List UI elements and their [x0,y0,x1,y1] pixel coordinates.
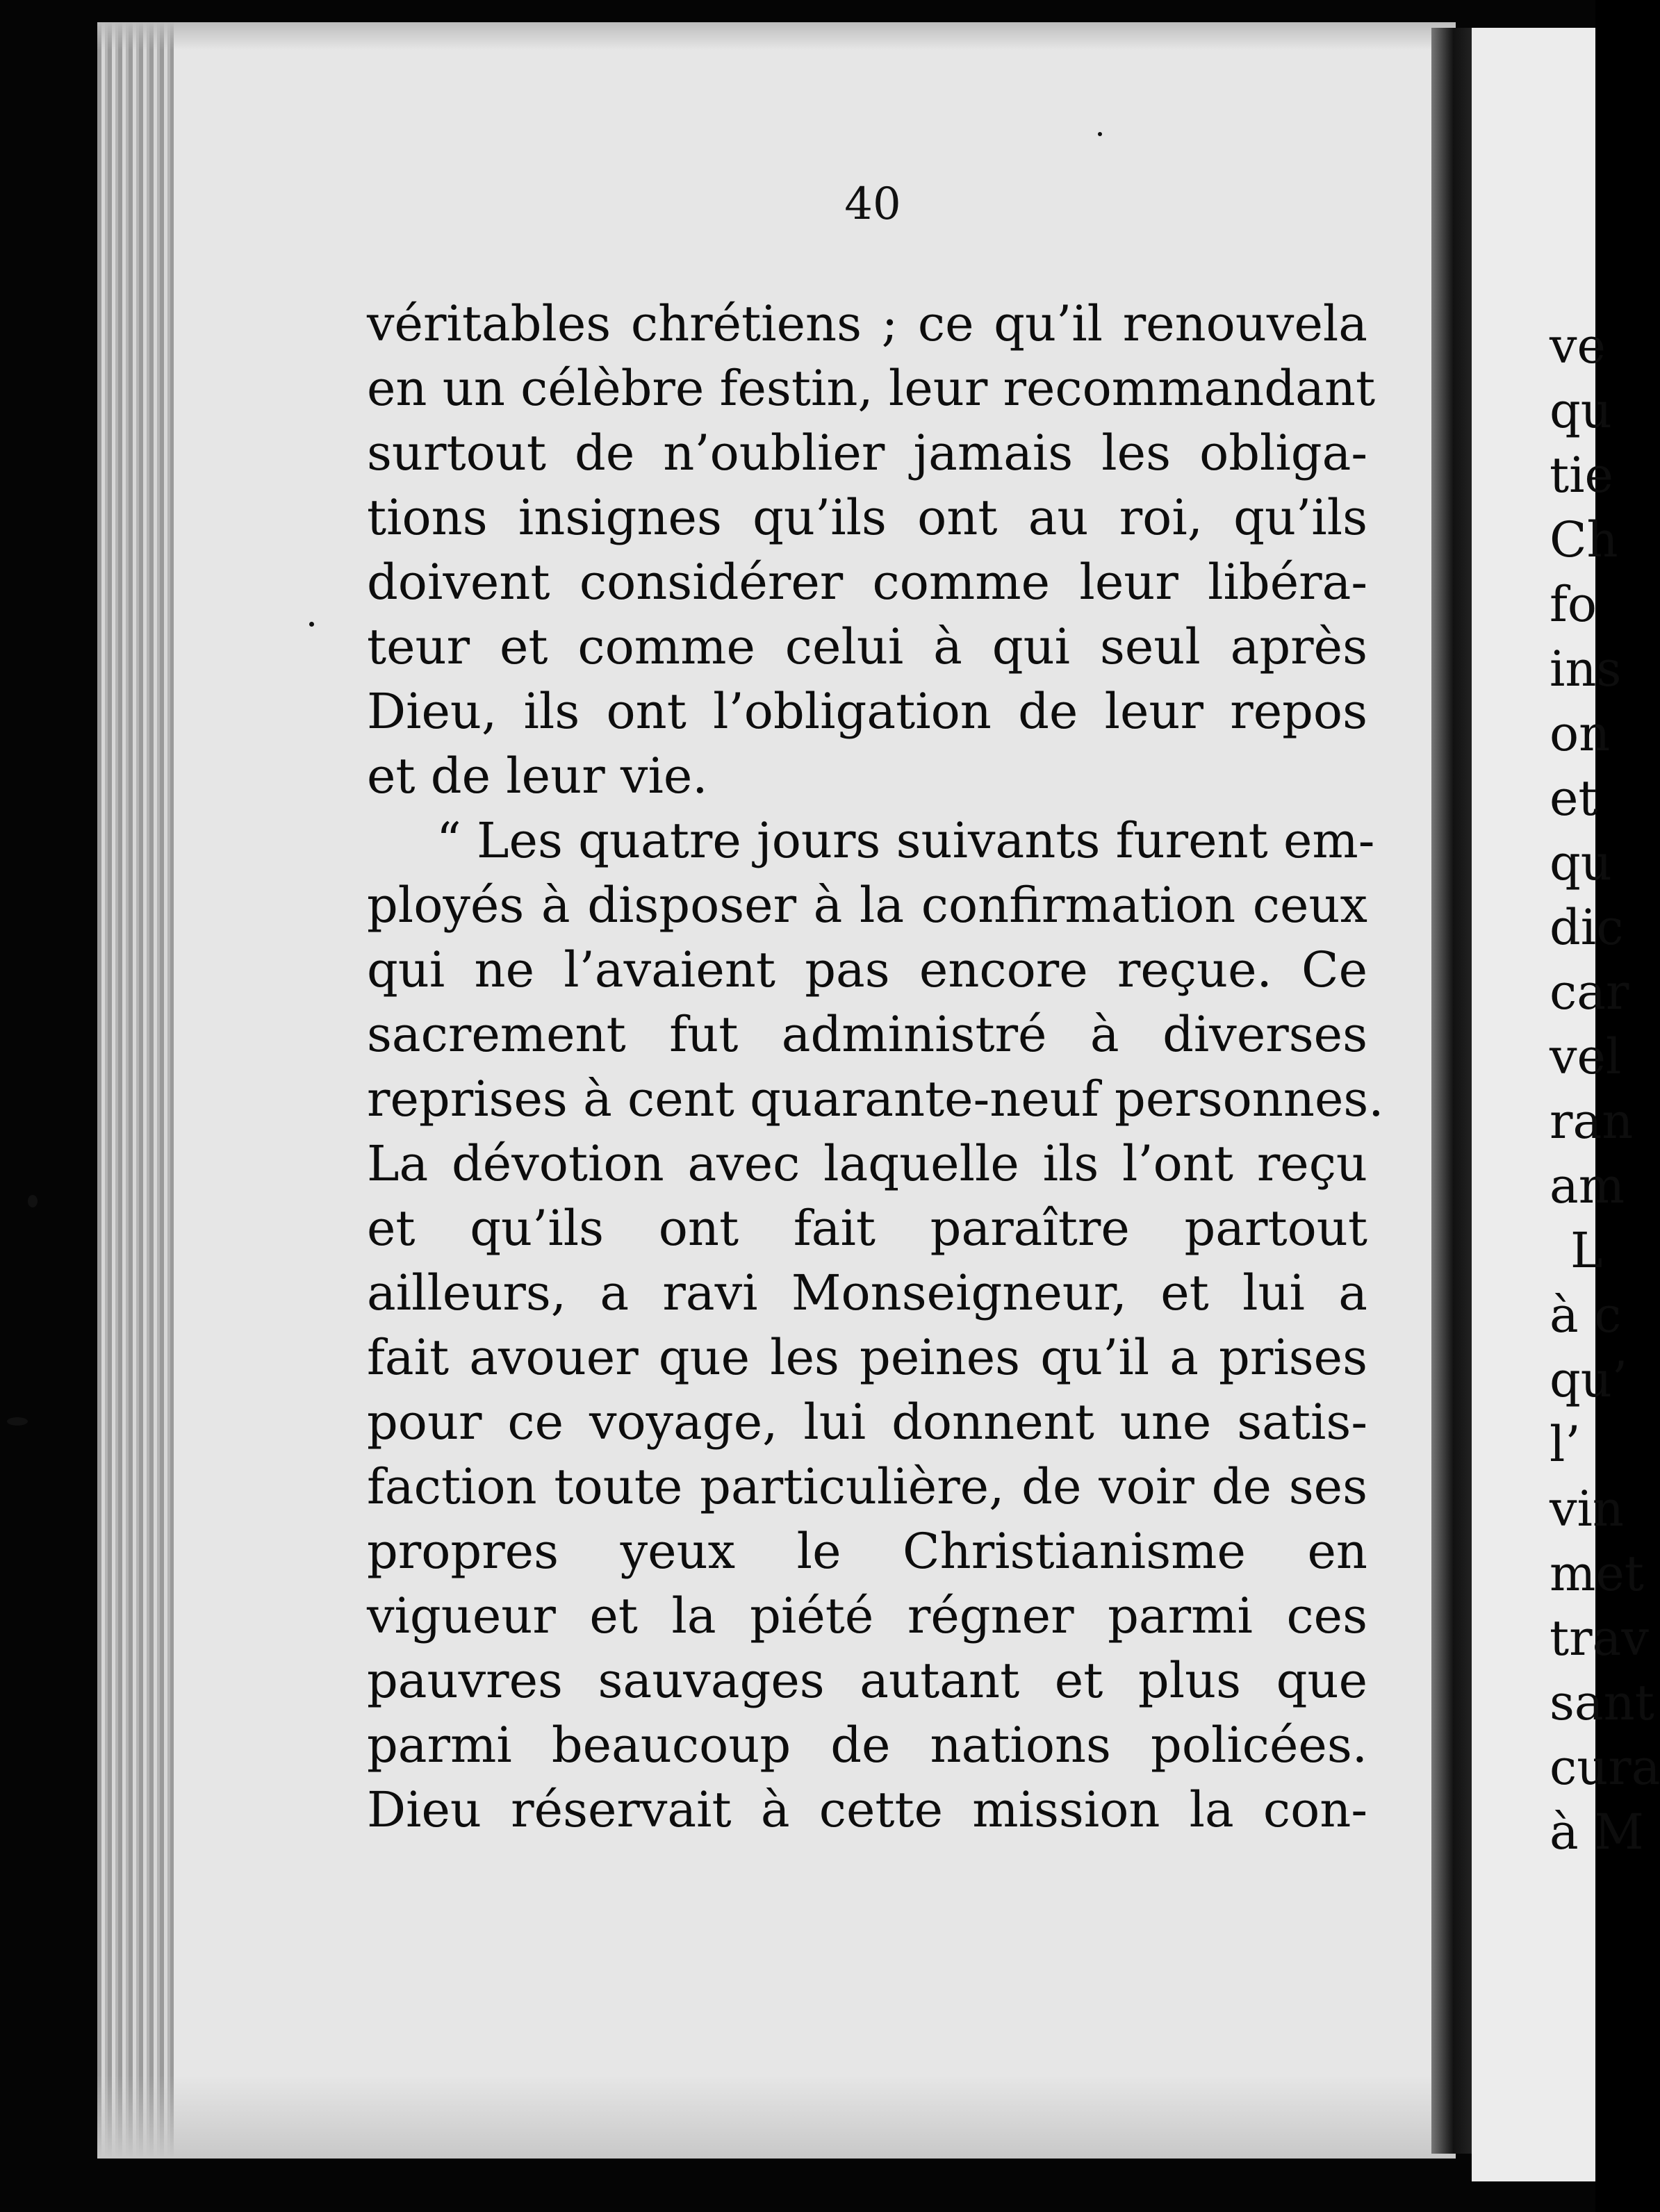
text-line: tions insignes qu’ils ont au roi, qu’ils [367,489,1367,546]
body-text [367,292,1384,1842]
right-page-line: Ch [1550,511,1618,568]
right-page-line: cura [1550,1739,1660,1796]
right-page-line: L [1570,1222,1603,1279]
text-line: parmi beaucoup de nations policées. [367,1717,1367,1774]
text-line: fait avouer que les peines qu’il a prises [367,1329,1367,1386]
scan-speck [309,622,314,627]
right-page-line: vel [1550,1028,1622,1085]
text-line: La dévotion avec laquelle ils l’ont reçu [367,1135,1367,1192]
right-page-line: qu [1550,834,1612,891]
text-line: doivent considérer comme leur libéra- [367,554,1367,611]
text-line: Dieu réservait à cette mission la con- [367,1781,1367,1838]
text-line: pour ce voyage, lui donnent une satis- [367,1394,1367,1451]
right-page-line: fo [1550,576,1597,633]
right-page-line: met [1550,1545,1644,1602]
text-line: surtout de n’oublier jamais les obliga- [367,424,1367,481]
text-line: en un célèbre festin, leur recommandant [367,360,1376,417]
right-page-line: tie [1550,447,1613,504]
text-line: et qu’ils ont fait paraître partout [367,1200,1367,1257]
right-page-line: à M [1550,1804,1644,1860]
right-page-line: ins [1550,641,1622,698]
text-line: propres yeux le Christianisme en [367,1523,1367,1580]
scan-speck [7,1417,28,1426]
bottom-shadow [97,2075,1456,2159]
right-page-line: am [1550,1157,1625,1214]
text-line: teur et comme celui à qui seul après [367,618,1367,675]
right-page-line: qu [1550,382,1612,439]
text-line: Dieu, ils ont l’obligation de leur repos [367,683,1367,740]
right-page-line: on [1550,705,1611,762]
text-line: reprises à cent quarante-neuf personnes. [367,1071,1384,1128]
text-line: ployés à disposer à la confirmation ceux [367,877,1367,934]
text-line: faction toute particulière, de voir de ses [367,1458,1367,1515]
right-page-line: et [1550,770,1598,827]
text-line: sacrement fut administré à diverses [367,1006,1367,1063]
right-page-line: dic [1550,899,1624,956]
text-line: pauvres sauvages autant et plus que [367,1652,1367,1709]
page-edge-stripes [97,22,174,2159]
right-page-line: ve [1550,317,1606,374]
right-page [1472,28,1660,2181]
book-gutter [1431,28,1472,2154]
text-line: véritables chrétiens ; ce qu’il renouvela [367,295,1367,352]
right-page-line: car [1550,964,1629,1021]
text-line: “ Les quatre jours suivants furent em- [436,812,1375,869]
right-page-line: qu’ [1550,1351,1628,1408]
right-page-line: ran [1550,1093,1634,1150]
text-line: vigueur et la piété régner parmi ces [367,1587,1367,1644]
text-line: qui ne l’avaient pas encore reçue. Ce [367,941,1367,998]
right-page-line: trav [1550,1610,1649,1667]
page-number: 40 [844,179,901,230]
text-line: ailleurs, a ravi Monseigneur, et lui a [367,1264,1367,1321]
text-line: et de leur vie. [367,748,708,804]
scan-speck [1098,132,1102,136]
right-page-line: à c [1550,1287,1622,1344]
right-page-line: vin [1550,1480,1625,1537]
top-shadow [97,22,1456,50]
scan-speck [28,1195,38,1207]
right-page-line: sant [1550,1674,1654,1731]
right-page-line: l’ [1550,1416,1581,1473]
